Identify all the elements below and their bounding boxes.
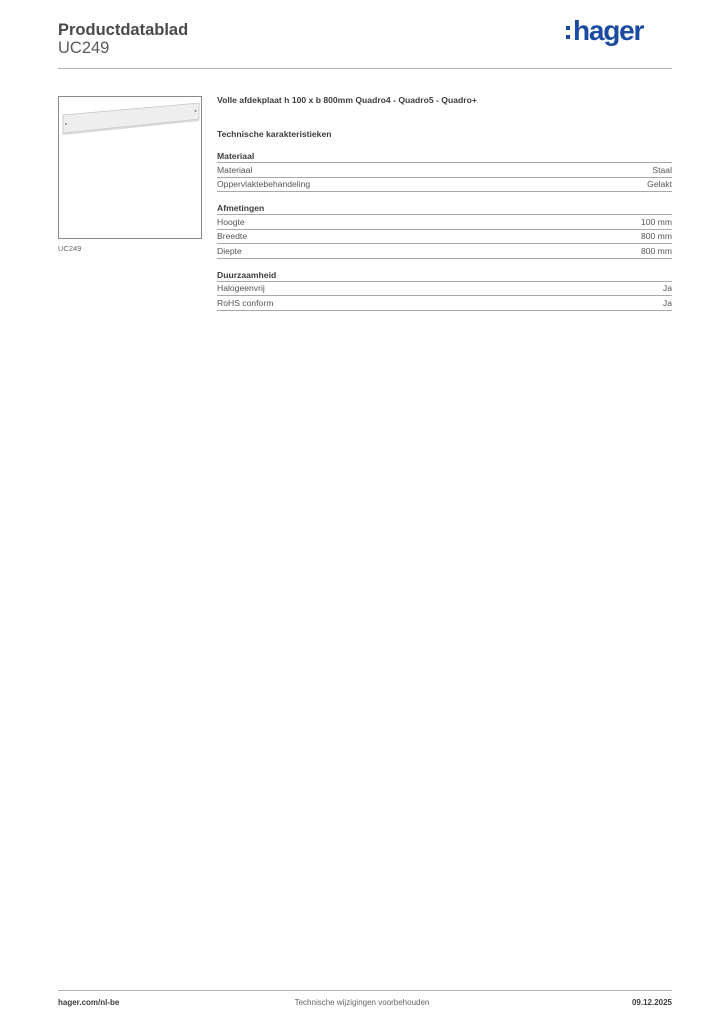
spec-label: Materiaal [217,164,253,175]
spec-label: RoHS conform [217,297,274,308]
product-description: Volle afdekplaat h 100 x b 800mm Quadro4 - Quadro5 - Quadro+ [217,95,477,105]
spec-label: Oppervlaktebehandeling [217,179,311,190]
hager-logo[interactable] [566,15,643,47]
spec-value: 800 mm [640,245,672,256]
product-image [58,96,202,239]
page-title: Productdatablad [58,21,189,39]
header-divider [58,68,672,69]
spec-row [217,244,672,259]
product-code: UC249 [58,39,110,57]
spec-content [217,95,672,311]
footer-disclaimer: Technische wijzigingen voorbehouden [294,998,430,1007]
spec-group-title: Duurzaamheid [217,269,277,280]
spec-value: Staal [652,164,672,175]
footer-website-link[interactable]: hager.com/nl-be [58,998,120,1007]
spec-group-title: Afmetingen [217,203,265,213]
specs-heading: Technische karakteristieken [217,129,332,139]
spec-label: Diepte [217,245,242,256]
spec-group-duurzaamheid [217,270,672,311]
spec-label: Halogeenvrij [217,283,265,294]
image-caption: UC249 [58,244,82,253]
spec-row [217,215,672,230]
spec-row [217,282,672,297]
spec-label: Hoogte [217,216,245,227]
spec-group-materiaal [217,151,672,192]
spec-row [217,230,672,245]
spec-value: Ja [662,297,672,308]
spec-value: 800 mm [640,231,672,242]
footer-divider [58,990,672,991]
spec-row [217,296,672,311]
spec-group-title: Materiaal [217,151,255,161]
cover-plate-illustration [59,97,201,238]
logo-text: hager [573,15,644,46]
spec-value: 100 mm [640,216,672,227]
logo-dots-icon [566,26,570,39]
spec-value: Ja [662,283,672,294]
spec-row [217,178,672,193]
spec-value: Gelakt [647,179,672,190]
spec-group-afmetingen [217,203,672,259]
footer-date: 09.12.2025 [631,998,672,1007]
spec-label: Breedte [217,231,248,242]
spec-row [217,163,672,178]
